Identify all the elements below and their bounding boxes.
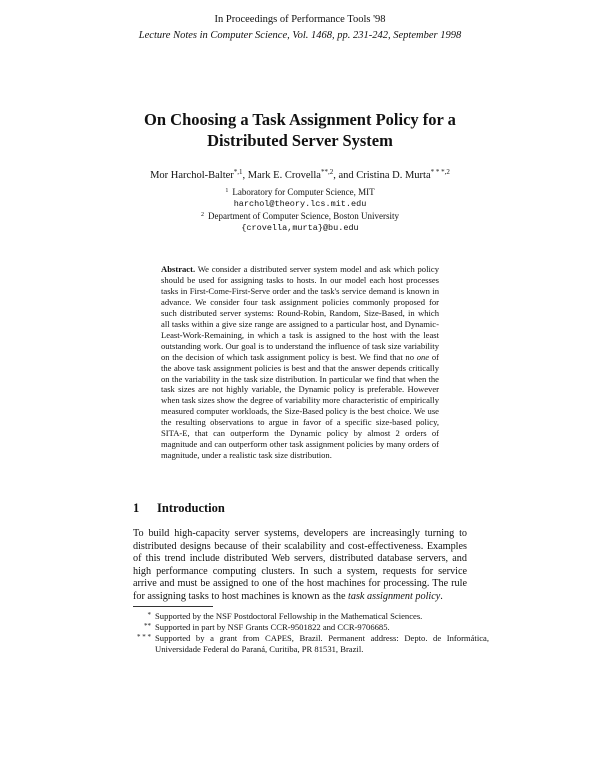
author-list: Mor Harchol-Balter$^{*,1}$, Mark E. Crovella$^{**,2}$, and Cristina D. Murta$^{* * *,2}$	[150, 168, 450, 181]
header-proceedings: In Proceedings of Performance Tools '98	[214, 14, 386, 25]
author-joiner: , and	[333, 170, 354, 181]
author-3-marks: * * *,2	[430, 168, 450, 176]
footnote-2-text: Supported in part by NSF Grants CCR-9501822 and CCR-9706685.	[155, 622, 390, 632]
paper-title	[0, 109, 600, 151]
section-title: Introduction	[157, 501, 225, 515]
intro-text: To build high-capacity server systems, developers are increasingly turning to distributed designs because of their scalability and cost-effectiveness. Examples of this trend include distributed Web servers, distributed database servers, and high performance computing clusters. In such a system, requests for service arrive and must be assigned to one of the host machines for processing. The rule for assigning tasks to host machines is known as the	[133, 528, 467, 602]
abstract	[161, 264, 439, 461]
publication-header	[0, 12, 600, 44]
affiliation-2-name: Department of Computer Science, Boston University	[208, 211, 399, 221]
footnote-2-mark: **	[144, 622, 151, 630]
abstract-text-a: We consider a distributed server system model and ask which policy should be used for assigning tasks to hosts. In our model each host processes tasks in First-Come-First-Serve order and the task's service demand is known in advance. We consider four task assignment policies commonly proposed for such distributed server systems: Round-Robin, Random, Size-Based, in which all tasks within a give size range are assigned to a particular host, and Dynamic-Least-Work-Remaining, in which a task is assigned to the host with the least outstanding work. Our goal is to understand the influence of task size variability on the decision of which task assignment policy is best. We find that no	[161, 264, 439, 362]
author-2: Mark E. Crovella	[247, 170, 321, 181]
footnote-3	[133, 632, 489, 655]
author-2-marks: **,2	[320, 168, 334, 176]
abstract-text-b: of the above task assignment policies is best and that the answer depends critically on the variability in the task size distribution. In particular we find that when the task sizes are not highly variable, the Dynamic policy is preferable. However when task sizes show the degree of variability more characteristic of empirically measured computer workloads, the Size-Based policy is the best choice. We use the resulting observations to argue in favor of a specific size-based policy, SITA-E, that can outperform the Dynamic policy by almost 2 orders of magnitude and can outperform other task assignment policies by many orders of magnitude, under a realistic task size distribution.	[161, 351, 439, 461]
affiliations	[0, 186, 600, 234]
footnote-3-mark: * * *	[137, 633, 151, 641]
affiliation-1	[0, 186, 600, 199]
section-number: 1	[133, 501, 140, 515]
intro-paragraph	[133, 528, 467, 604]
affiliation-2-mark: 2	[201, 212, 205, 218]
footnote-3-text: Supported by a grant from CAPES, Brazil. Permanent address: Depto. de Informática, Universidade Federal do Paraná, Curitiba, PR 81531, Brazil.	[155, 633, 489, 654]
affiliation-1-mark: 1	[225, 188, 229, 194]
footnote-1-mark: *	[147, 611, 151, 619]
affiliation-1-name: Laboratory for Computer Science, MIT	[232, 187, 375, 197]
author-1: Mor Harchol-Balter	[150, 170, 234, 181]
affiliation-1-email: harchol@theory.lcs.mit.edu	[233, 198, 367, 209]
abstract-label: Abstract.	[161, 264, 196, 274]
author-1-marks: *,1	[233, 168, 243, 176]
footnote-rule	[133, 606, 213, 607]
header-series: Lecture Notes in Computer Science, Vol. 1468, pp. 231-242, September 1998	[138, 30, 462, 41]
title-line-1: On Choosing a Task Assignment Policy for a	[144, 110, 456, 129]
section-heading	[133, 500, 225, 516]
affiliation-2-email: {crovella,murta}@bu.edu	[241, 222, 359, 233]
intro-emphasis: task assignment policy	[348, 590, 441, 602]
intro-end: .	[440, 590, 443, 602]
author-3: Cristina D. Murta	[356, 170, 431, 181]
title-line-2: Distributed Server System	[207, 131, 393, 150]
footnote-1-text: Supported by the NSF Postdoctoral Fellowship in the Mathematical Sciences.	[155, 611, 423, 621]
affiliation-2	[0, 210, 600, 223]
abstract-emphasis: one	[416, 351, 430, 362]
